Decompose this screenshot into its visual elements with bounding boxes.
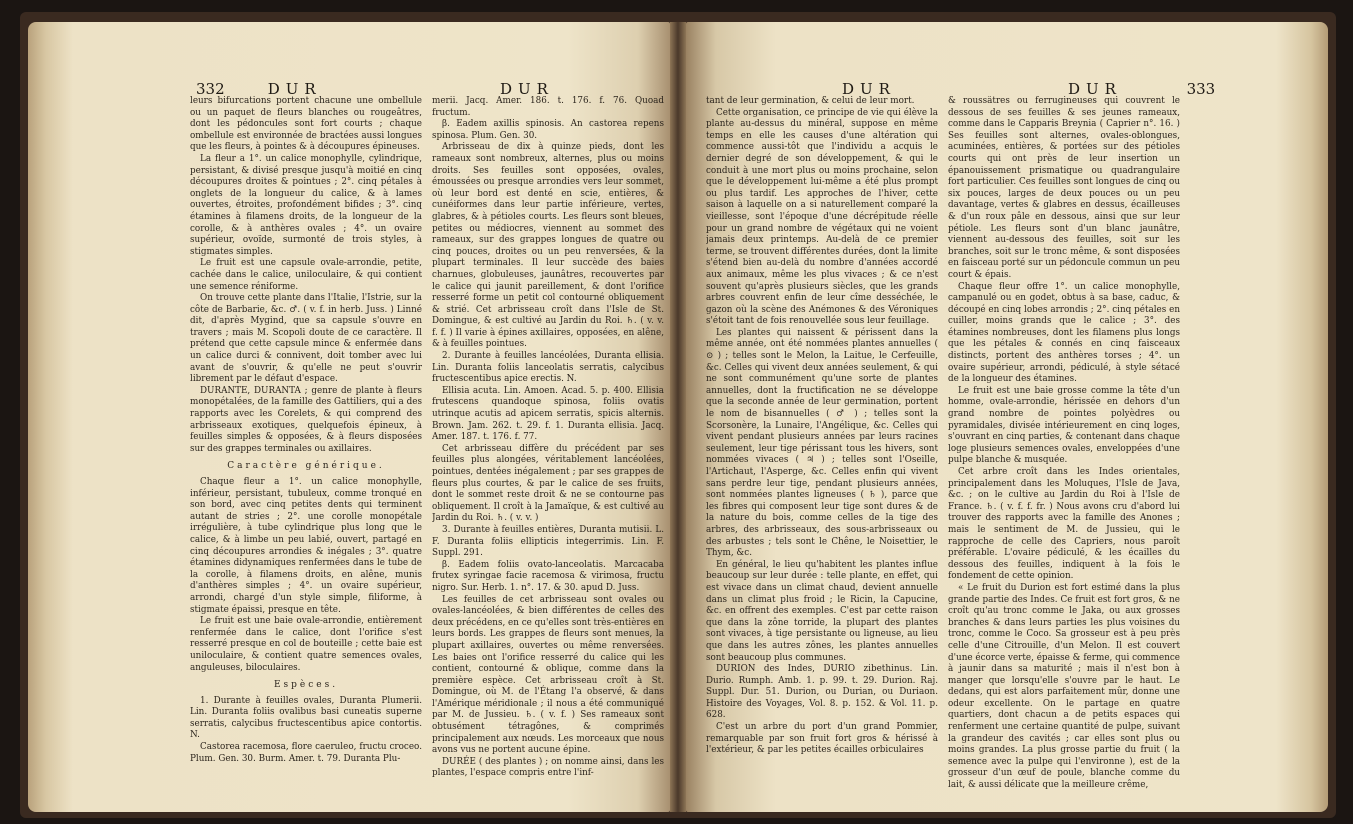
left-page (28, 22, 670, 812)
text-paragraph: C'est un arbre du port d'un grand Pommier, remarquable par son fruit fort gros & hérissé à l'extérieur, & par les petites écailles orbiculaires (706, 722, 938, 756)
text-paragraph: Chaque fleur offre 1°. un calice monophylle, campanulé ou en godet, obtus à sa base, caduc, & découpé en cinq lobes arrondis ; 2°. cinq pétales en cuiller, moins grands que le calice ; 3°. des étamines nombreuses, dont les filamens plus longs que les pétales & connés en cinq faisceaux distincts, portent des anthères torses ; 4°. un ovaire supérieur, arrondi, pédiculé, à style sétacé de la longueur des étamines. (948, 281, 1180, 385)
text-paragraph: Ellisia acuta. Lin. Amoen. Acad. 5. p. 400. Ellisia frutescens quandoque spinosa, foliis ovatis utrinque acutis ad apicem serratis, spicis alternis. Brown. Jam. 262. t. 29. f. 1. Duranta ellisia. Jacq. Amer. 187. t. 176. f. 77. (432, 385, 664, 443)
text-paragraph: En général, le lieu qu'habitent les plantes influe beaucoup sur leur durée : telle plante, en effet, qui est vivace dans un climat chaud, devient annuelle dans un climat plus froid ; le Ricin, la Capucine, &c. en offrent des exemples. C'est par cette raison que dans la zône torride, la plupart des plantes sont vivaces, à tige persistante ou ligneuse, au lieu que dans les autres zônes, les plantes annuelles sont beaucoup plus communes. (706, 559, 938, 663)
text-paragraph: La fleur a 1°. un calice monophylle, cylindrique, persistant, & divisé presque jusqu'à moitié en cinq découpures droites & pointues ; 2°. cinq pétales à onglets de la longueur du calice, & à lames ouvertes, étroites, profondément bifides ; 3°. cinq étamines à filamens droits, de la longueur de la corolle, & à anthères ovales ; 4°. un ovaire supérieur, ovoïde, surmonté de trois styles, à stigmates simples. (190, 153, 422, 257)
text-paragraph: DURANTE, DURANTA ; genre de plante à fleurs monopétalées, de la famille des Gattiliers, qui a des rapports avec les Corelets, & qui comprend des arbrisseaux exotiques, quelquefois épineux, à feuilles simples & opposées, & à fleurs disposées sur des grappes terminales ou axillaires. (190, 385, 422, 454)
text-paragraph: 1. Durante à feuilles ovales, Duranta Plumerii. Lin. Duranta foliis ovalibus basi cuneatis superne serratis, calycibus fructescentibus apice contortis. N. (190, 695, 422, 741)
book-gutter (670, 22, 686, 812)
open-book (20, 12, 1336, 818)
left-page-column-2 (432, 96, 664, 796)
text-paragraph: leurs bifurcations portent chacune une ombellule ou un paquet de fleurs blanches ou rougeâtres, dont les pédoncules sont fort courts ; chaque ombellule est environnée de bractées aussi longues que les fleurs, à pointes & à découpures épineuses. (190, 96, 422, 153)
right-page-column-1 (706, 96, 938, 796)
text-paragraph: Cet arbrisseau diffère du précédent par ses feuilles plus alongées, véritablement lancéolées, pointues, dentées inégalement ; par ses grappes de fleurs plus courtes, & par le calice de ses fruits, dont le sommet reste droit & ne se contourne pas obliquement. Il croît à la Jamaïque, & est cultivé au Jardin du Roi. ♄. ( v. v. ) (432, 443, 664, 524)
right-page-header-center: DUR (842, 80, 896, 98)
text-paragraph: DURION des Indes, DURIO zibethinus. Lin. Durio. Rumph. Amb. 1. p. 99. t. 29. Durion. Raj. Suppl. Dur. 51. Durion, ou Durian, ou Duriaon. Histoire des Voyages, Vol. 8. p. 152. & Vol. 11. p. 628. (706, 664, 938, 721)
text-paragraph: β. Eadem axillis spinosis. An castorea repens spinosa. Plum. Gen. 30. (432, 119, 664, 141)
text-paragraph: 3. Durante à feuilles entières, Duranta mutisii. L. F. Duranta foliis ellipticis integerrimis. Lin. F. Suppl. 291. (432, 524, 664, 559)
left-page-number: 332 (196, 80, 225, 98)
text-paragraph: Castorea racemosa, flore caeruleo, fructu croceo. Plum. Gen. 30. Burm. Amer. t. 79. Duranta Plu- (190, 742, 422, 764)
text-paragraph: Chaque fleur a 1°. un calice monophylle, inférieur, persistant, tubuleux, comme tronqué en son bord, avec cinq petites dents qui terminent autant de stries ; 2°. une corolle monopétale irrégulière, à tube cylindrique plus long que le calice, & à limbe un peu labié, ouvert, partagé en cinq découpures arrondies & inégales ; 3°. quatre étamines didynamiques renfermées dans le tube de la corolle, à filamens droits, en alêne, munis d'anthères simples ; 4°. un ovaire supérieur, arrondi, chargé d'un style simple, filiforme, à stigmate épaissi, presque en tête. (190, 477, 422, 615)
text-paragraph: « Le fruit du Durion est fort estimé dans la plus grande partie des Indes. Ce fruit est fort gros, & ne croît qu'au tronc comme le Jaka, ou aux grosses branches & dans leurs parties les plus voisines du tronc, comme le Coco. Sa grosseur est à peu près celle d'une Citrouille, d'un Melon. Il est couvert d'une écorce verte, épaisse & ferme, qui commence à jaunir dans sa maturité ; mais il n'est bon à manger que lorsqu'elle s'ouvre par le haut. Le dedans, qui est alors parfaitement mûr, donne une odeur excellente. On le partage en quatre quartiers, dont chacun a de petits espaces qui renferment une certaine quantité de pulpe, suivant la grandeur des cavités ; car elles sont plus ou moins grandes. La plus grosse partie du fruit ( la semence avec la pulpe qui l'environne ), est de la grosseur d'un œuf de poule, blanche comme du lait, & aussi délicate que la meilleure crême, (948, 582, 1180, 791)
text-paragraph: Les plantes qui naissent & périssent dans la même année, ont été nommées plantes annuelles ( ⊙ ) ; telles sont le Melon, la Laitue, le Cerfeuille, &c. Celles qui vivent deux années seulement, & qui ne sont communément qu'une sorte de plantes annuelles, dont la fructification ne se développe que la seconde année de leur germination, portent le nom de bisannuelles ( ♂ ) ; telles sont la Scorsonère, la Lunaire, l'Angélique, &c. Celles qui vivent pendant plusieurs années par leurs racines seulement, leur tige périssant tous les hivers, sont nommées vivaces ( ♃ ) ; telles sont l'Oseille, l'Artichaut, l'Asperge, &c. Celles enfin qui vivent sans perdre leur tige, pendant plusieurs années, sont nommées plantes ligneuses ( ♄ ), parce que les fibres qui composent leur tige sont dures & de la nature du bois, comme celles de la tige des arbres, des arbrisseaux, des sous-arbrisseaux ou des arbustes ; tels sont le Chêne, le Noisettier, le Thym, &c. (706, 327, 938, 559)
section-heading: Caractère générique. (227, 461, 385, 472)
text-paragraph: tant de leur germination, & celui de leur mort. (706, 96, 915, 106)
right-page-header-right: DUR (1068, 80, 1122, 98)
left-page-header-left: DUR (267, 80, 322, 98)
text-paragraph: merii. Jacq. Amer. 186. t. 176. f. 76. Quoad fructum. (432, 96, 664, 118)
right-page-number: 333 (1186, 80, 1216, 98)
right-page (686, 22, 1328, 812)
text-paragraph: Les feuilles de cet arbrisseau sont ovales ou ovales-lancéolées, & bien différentes de celles des deux précédens, en ce qu'elles sont très-entières en leurs bords. Les grappes de fleurs sont menues, la plupart axillaires, ouvertes ou même renversées. Les baies ont l'orifice resserré du calice qui les contient, contourné & oblique, comme dans la première espèce. Cet arbrisseau croît à St. Domingue, où M. de l'Étang l'a observé, & dans l'Amérique méridionale ; il nous a été communiqué par M. de Jussieu. ♄. ( v. f. ) Ses rameaux sont obtusément tétragônes, & comprimés principalement aux nœuds. Les morceaux que nous avons vus ne portent aucune épine. (432, 594, 664, 756)
text-paragraph: Cette organisation, ce principe de vie qui élève la plante au-dessus du minéral, suppose en même temps en elle les causes d'une altération qui commence aussi-tôt que l'individu a acquis le dernier degré de son développement, & qui le conduit à une mort plus ou moins prochaine, selon que le développement lui-même a été plus prompt ou plus tardif. Les approches de l'hiver, cette saison à laquelle on a si naturellement comparé la vieillesse, sont l'époque d'une décrépitude réelle pour un grand nombre de végétaux qui ne voient jamais deux printemps. Au-delà de ce premier terme, se trouvent différentes durées, dont la limite s'étend bien au-delà du nombre d'années accordé aux animaux, même les plus vivaces ; & ce n'est souvent qu'après plusieurs siècles, que les grands arbres couvrent enfin de leur cîme desséchée, le gazon où la scène des Anémones & des Véroniques s'étoit tant de fois renouvellée sous leur feuillage. (706, 107, 938, 327)
text-paragraph: Le fruit est une baie grosse comme la tête d'un homme, ovale-arrondie, hérissée en dehors d'un grand nombre de pointes polyèdres ou pyramidales, divisée intérieurement en cinq loges, s'ouvrant en cinq parties, & contenant dans chaque loge plusieurs semences ovales, enveloppées d'une pulpe blanche & musquée. (948, 385, 1180, 466)
text-paragraph: β. Eadem foliis ovato-lanceolatis. Marcacaba frutex syringae facie racemosa & virimosa, fructu nigro. Sur. Herb. 1. n°. 17. & 30. apud D. Juss. (432, 559, 664, 593)
left-page-column-1 (190, 96, 422, 796)
text-paragraph: On trouve cette plante dans l'Italie, l'Istrie, sur la côte de Barbarie, &c. ♂. ( v. f. in herb. Juss. ) Linné dit, d'après Mygind, que sa capsule s'ouvre en travers ; mais M. Scopoli doute de ce caractère. Il prétend que cette capsule mince & enfermée dans un calice durci & connivent, doit tomber avec lui avant de s'ouvrir, & qu'elle ne peut s'ouvrir librement par le défaut d'espace. (190, 293, 422, 385)
text-paragraph: Le fruit est une baie ovale-arrondie, entièrement renfermée dans le calice, dont l'orifice s'est resserré presque en col de bouteille ; cette baie est uniloculaire, & contient quatre semences ovales, anguleuses, biloculaires. (190, 616, 422, 673)
right-page-column-2 (948, 96, 1180, 796)
text-paragraph: & roussâtres ou ferrugineuses qui couvrent le dessous de ses feuilles & ses jeunes rameaux, comme dans le Capparis Breynia ( Caprier n°. 16. ) Ses feuilles sont alternes, ovales-oblongues, acuminées, entières, & portées sur des pétioles courts qui ont près de leur insertion un épanouissement prismatique ou quadrangulaire fort particulier. Ces feuilles sont longues de cinq ou six pouces, larges de deux pouces ou un peu davantage, vertes & glabres en dessus, écailleuses & d'un roux pâle en dessous, ainsi que sur leur pétiole. Les fleurs sont d'un blanc jaunâtre, viennent au-dessous des feuilles, soit sur les branches, soit sur le tronc même, & sont disposées en faisceau porté sur un pédoncule commun un peu court & épais. (948, 96, 1180, 280)
text-paragraph: 2. Durante à feuilles lancéolées, Duranta ellisia. Lin. Duranta foliis lanceolatis serratis, calycibus fructescentibus apice erectis. N. (432, 351, 664, 385)
text-paragraph: Arbrisseau de dix à quinze pieds, dont les rameaux sont nombreux, alternes, plus ou moins droits. Ses feuilles sont opposées, ovales, émoussées ou presque arrondies vers leur sommet, où leur bord est denté en scie, entières, & cunéiformes dans leur partie inférieure, vertes, glabres, & à pétioles courts. Les fleurs sont bleues, petites ou médiocres, viennent au sommet des rameaux, sur des grappes longues de quatre ou cinq pouces, droites ou un peu renversées, & la plupart terminales. Il leur succède des baies charnues, globuleuses, jaunâtres, recouvertes par le calice qui jaunit pareillement, & dont l'orifice resserré forme un petit col contourné obliquement & strié. Cet arbrisseau croît dans l'Isle de St. Domingue, & est cultivé au Jardin du Roi. ♄. ( v. v. f. f. ) Il varie à épines axillaires, opposées, en alêne, & à feuilles pointues. (432, 142, 664, 350)
section-heading: Espèces. (273, 680, 339, 691)
text-paragraph: Le fruit est une capsule ovale-arrondie, petite, cachée dans le calice, uniloculaire, & qui contient une semence réniforme. (190, 258, 422, 292)
text-paragraph: DURÉE ( des plantes ) ; on nomme ainsi, dans les plantes, l'espace compris entre l'inf- (432, 756, 664, 779)
text-paragraph: Cet arbre croît dans les Indes orientales, principalement dans les Moluques, l'Isle de Java, &c. ; on le cultive au Jardin du Roi à l'Isle de France. ♄. ( v. f. f. fr. ) Nous avons cru d'abord lui trouver des rapports avec la famille des Anones ; mais le sentiment de M. de Jussieu, qui le rapproche de celle des Capriers, nous paroît préférable. L'ovaire pédiculé, & les écailles du dessous des feuilles, indiquent à la fois le fondement de cette opinion. (948, 467, 1180, 582)
left-page-header-center: DUR (500, 80, 554, 98)
